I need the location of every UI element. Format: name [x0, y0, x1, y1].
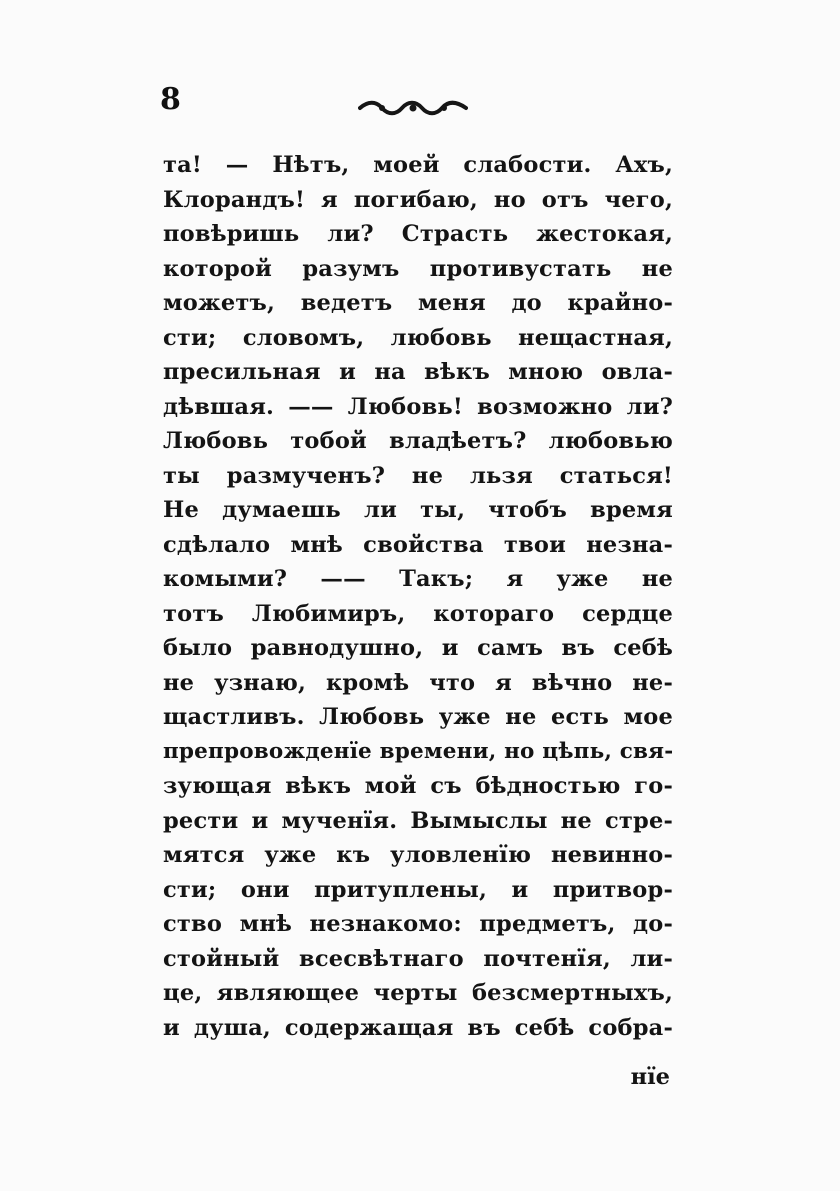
text-line: не узнаю, кромѣ что я вѣчно не- [163, 669, 673, 696]
text-line: зующая вѣкъ мой съ бѣдностью го- [163, 773, 673, 799]
text-line: це, являющее черты безсмертныхъ, [163, 980, 673, 1006]
text-line: повѣришь ли? Страсть жестокая, [163, 221, 673, 247]
text-line: стойный всесвѣтнаго почтенїя, ли- [163, 945, 673, 972]
text-line: тотъ Любимиръ, котораго сердце [163, 600, 673, 627]
text-line: препровожденїе времени, но цѣпь, свя- [163, 738, 674, 764]
text-line: рести и мученїя. Вымыслы не стре- [163, 807, 673, 834]
page-header [160, 82, 660, 125]
text-line: которой разумъ противустать не [163, 255, 673, 282]
body-text [163, 148, 673, 1045]
text-line: та! — Нѣтъ, моей слабости. Ахъ, [163, 152, 673, 178]
text-line: ство мнѣ незнакомо: предметъ, до- [163, 911, 673, 937]
text-line: ты размученъ? не льзя статься! [163, 462, 673, 489]
header-ornament-icon [358, 99, 468, 117]
page-number: 8 [160, 82, 181, 117]
text-line: можетъ, ведетъ меня до крайно- [163, 290, 673, 316]
text-line: дѣвшая. —— Любовь! возможно ли? [163, 393, 673, 420]
text-line: щастливъ. Любовь уже не есть мое [163, 704, 673, 730]
catchword: нїе [630, 1064, 670, 1090]
text-line: пресильная и на вѣкъ мною овла- [163, 359, 673, 385]
text-line: комыми? —— Такъ; я уже не [163, 566, 673, 592]
text-line: было равнодушно, и самъ въ себѣ [163, 635, 673, 661]
text-line: сти; они притуплены, и притвор- [163, 876, 673, 903]
text-line: сти; словомъ, любовь нещастная, [163, 324, 673, 351]
text-line: сдѣлало мнѣ свойства твои незна- [163, 531, 673, 558]
text-line: мятся уже къ уловленїю невинно- [163, 842, 673, 868]
text-line: Любовь тобой владѣетъ? любовью [163, 428, 673, 454]
text-line: и душа, содержащая въ себѣ собра- [163, 1014, 673, 1041]
text-line: Клорандъ! я погибаю, но отъ чего, [163, 186, 673, 213]
text-line: Не думаешь ли ты, чтобъ время [163, 497, 673, 523]
